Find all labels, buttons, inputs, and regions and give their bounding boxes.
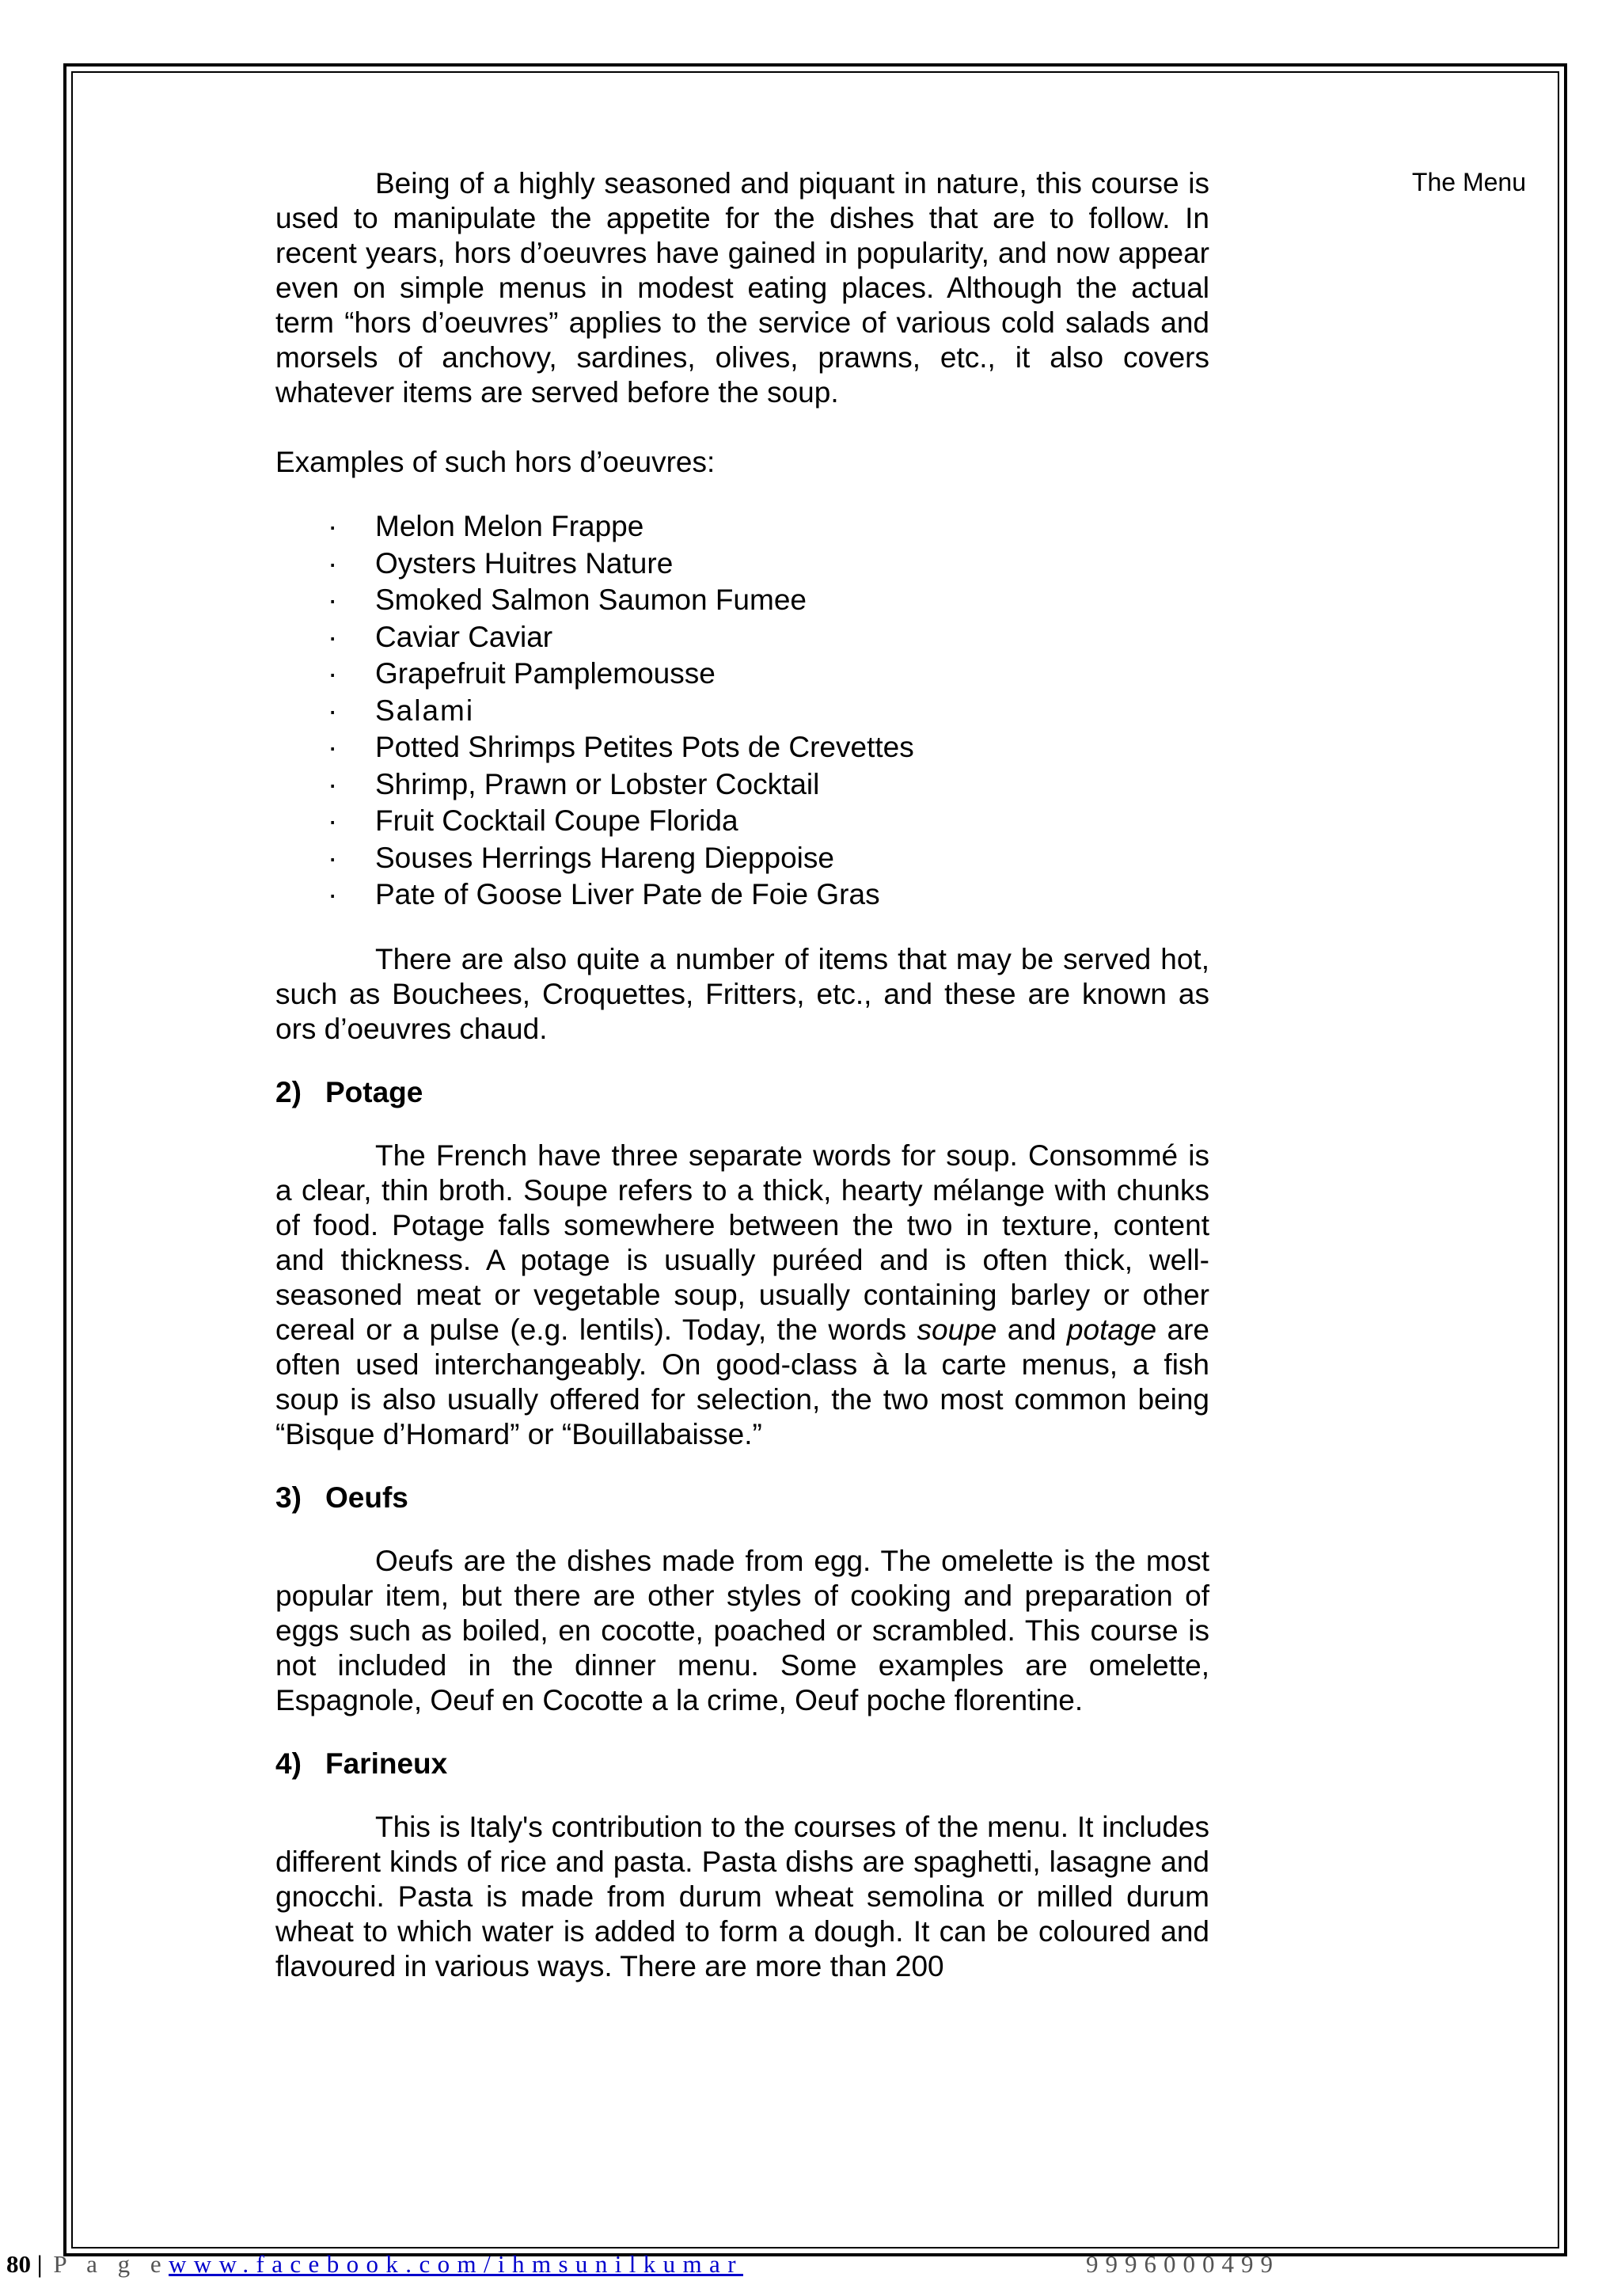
page-footer xyxy=(6,2250,1280,2279)
list-item: · Salami xyxy=(275,693,1209,730)
farineux-paragraph: This is Italy's contribution to the courses of the menu. It includes different kinds of rice and pasta. Pasta dishs are spaghetti, lasagne and gnocchi. Pasta is made from durum wheat semolina or milled durum wheat to which water is added to form a dough. It can be coloured and flavoured in various ways. There are more than 200 xyxy=(275,1810,1209,1982)
bullet-icon: · xyxy=(328,878,338,910)
list-item: · Pate of Goose Liver Pate de Foie Gras xyxy=(275,876,1209,914)
bullet-icon: · xyxy=(328,657,338,690)
examples-list xyxy=(275,508,1209,914)
page-number: 80 xyxy=(6,2250,31,2278)
intro-paragraph: Being of a highly seasoned and piquant in nature, this course is used to manipulate the appetite for the dishes that are to follow. In recent years, hors d’oeuvres have gained in popularity, and now appear even on simple menus in modest eating places. Although the actual term “hors d’oeuvres” applies to the service of various cold salads and morsels of anchovy, sardines, olives, prawns, etc., it also covers whatever items are served before the soup. xyxy=(275,167,1209,409)
bullet-icon: · xyxy=(328,694,338,727)
list-item: · Grapefruit Pamplemousse xyxy=(275,656,1209,693)
hot-items-paragraph: There are also quite a number of items that may be served hot, such as Bouchees, Croquettes, Fritters, etc., and these are known as ors d’oeuvres chaud. xyxy=(275,942,1209,1045)
bullet-icon: · xyxy=(328,584,338,616)
list-item: · Shrimp, Prawn or Lobster Cocktail xyxy=(275,766,1209,804)
bullet-icon: · xyxy=(328,731,338,763)
bullet-icon: · xyxy=(328,841,338,874)
bullet-icon: · xyxy=(328,620,338,653)
bullet-icon: · xyxy=(328,510,338,542)
bullet-icon: · xyxy=(328,804,338,837)
section-heading-oeufs: 3) Oeufs xyxy=(275,1481,408,1514)
list-item: · Melon Melon Frappe xyxy=(275,508,1209,545)
section-heading-farineux: 4) Farineux xyxy=(275,1747,448,1780)
bullet-icon: · xyxy=(328,767,338,800)
footer-separator: | xyxy=(36,2250,43,2278)
examples-heading: Examples of such hors d’oeuvres: xyxy=(275,446,716,478)
list-item: · Potted Shrimps Petites Pots de Crevettes xyxy=(275,729,1209,766)
page-content xyxy=(275,166,1209,1984)
list-item: · Oysters Huitres Nature xyxy=(275,545,1209,583)
page-label: P a g e xyxy=(53,2250,169,2278)
running-head: The Menu xyxy=(1411,168,1526,196)
bullet-icon: · xyxy=(328,546,338,580)
list-item: · Caviar Caviar xyxy=(275,619,1209,656)
phone-number: 9996000499 xyxy=(1086,2250,1280,2278)
section-heading-potage: 2) Potage xyxy=(275,1075,423,1108)
oeufs-paragraph: Oeufs are the dishes made from egg. The omelette is the most popular item, but there are other styles of cooking and preparation of eggs such as boiled, en cocotte, poached or scrambled. This course is not included in the dinner menu. Some examples are omelette, Espagnole, Oeuf en Cocotte a la crime, Oeuf poche florentine. xyxy=(275,1544,1209,1716)
list-item: · Smoked Salmon Saumon Fumee xyxy=(275,582,1209,619)
list-item: · Souses Herrings Hareng Dieppoise xyxy=(275,840,1209,877)
potage-paragraph: The French have three separate words for soup. Consommé is a clear, thin broth. Soupe refers to a thick, hearty mélange with chunks of food. Potage falls somewhere between the two in texture, content and thickness. A potage is usually puréed and is often thick, well-seasoned meat or vegetable soup, usually containing barley or other cereal or a pulse (e.g. lentils). Today, the words soupe and potage are often used interchangeably. On good-class à la carte menus, a fish soup is also usually offered for selection, the two most common being “Bisque d’Homard” or “Bouillabaisse.” xyxy=(275,1138,1209,1450)
facebook-link[interactable]: www.facebook.com/ihmsunilkumar xyxy=(169,2250,743,2278)
list-item: · Fruit Cocktail Coupe Florida xyxy=(275,803,1209,840)
